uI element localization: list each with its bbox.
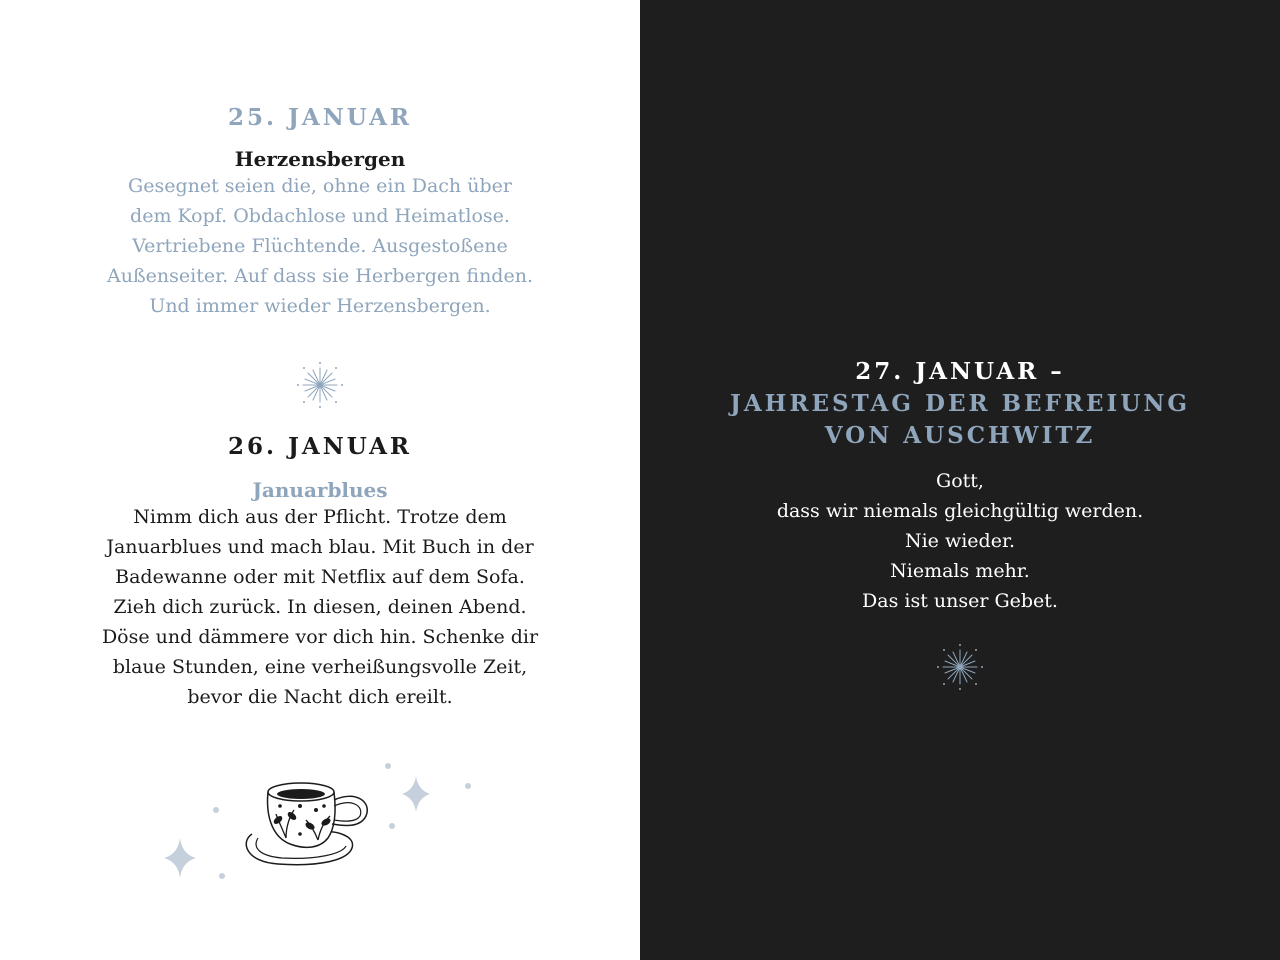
entry-26-january <box>0 433 640 712</box>
starburst-ornament-icon <box>296 360 344 410</box>
entry-subtitle <box>640 388 1280 452</box>
right-page <box>640 0 1280 960</box>
body-line: Döse und dämmere vor dich hin. Schenke dir <box>101 626 539 648</box>
body-line: Gott, <box>936 470 984 492</box>
sparkle-icon <box>402 776 430 812</box>
entry-body <box>0 502 640 712</box>
body-line: Das ist unser Gebet. <box>862 590 1058 612</box>
sparkle-icon <box>164 838 196 878</box>
body-line: Nimm dich aus der Pflicht. Trotze dem <box>133 506 507 528</box>
entry-date: 27. JANUAR – <box>855 358 1065 385</box>
subtitle-line: VON AUSCHWITZ <box>824 422 1096 449</box>
entry-title: Herzensbergen <box>234 147 406 171</box>
subtitle-line: JAHRESTAG DER BEFREIUNG <box>729 390 1191 417</box>
body-line: Niemals mehr. <box>890 560 1030 582</box>
teacup-illustration-icon <box>160 750 480 890</box>
starburst-ornament-icon <box>936 642 984 692</box>
body-line: Nie wieder. <box>904 530 1015 552</box>
body-line: bevor die Nacht dich ereilt. <box>187 686 453 708</box>
body-line: Und immer wieder Herzensbergen. <box>149 295 491 317</box>
entry-date: 26. JANUAR <box>227 433 413 460</box>
entry-title: Januarblues <box>252 478 388 502</box>
entry-27-january <box>640 356 1280 616</box>
entry-date: 25. JANUAR <box>227 104 413 131</box>
body-line: Außenseiter. Auf dass sie Herbergen finden. <box>107 265 533 287</box>
body-line: dem Kopf. Obdachlose und Heimatlose. <box>130 205 510 227</box>
entry-body <box>640 466 1280 616</box>
entry-25-january <box>0 104 640 321</box>
body-line: Badewanne oder mit Netflix auf dem Sofa. <box>115 566 525 588</box>
body-line: Januarblues und mach blau. Mit Buch in der <box>106 536 534 558</box>
body-line: Gesegnet seien die, ohne ein Dach über <box>128 175 512 197</box>
body-line: blaue Stunden, eine verheißungsvolle Zeit, <box>112 656 528 678</box>
entry-body <box>0 171 640 321</box>
body-line: Zieh dich zurück. In diesen, deinen Abend. <box>113 596 527 618</box>
body-line: dass wir niemals gleichgültig werden. <box>776 500 1144 522</box>
body-line: Vertriebene Flüchtende. Ausgestoßene <box>132 235 508 257</box>
